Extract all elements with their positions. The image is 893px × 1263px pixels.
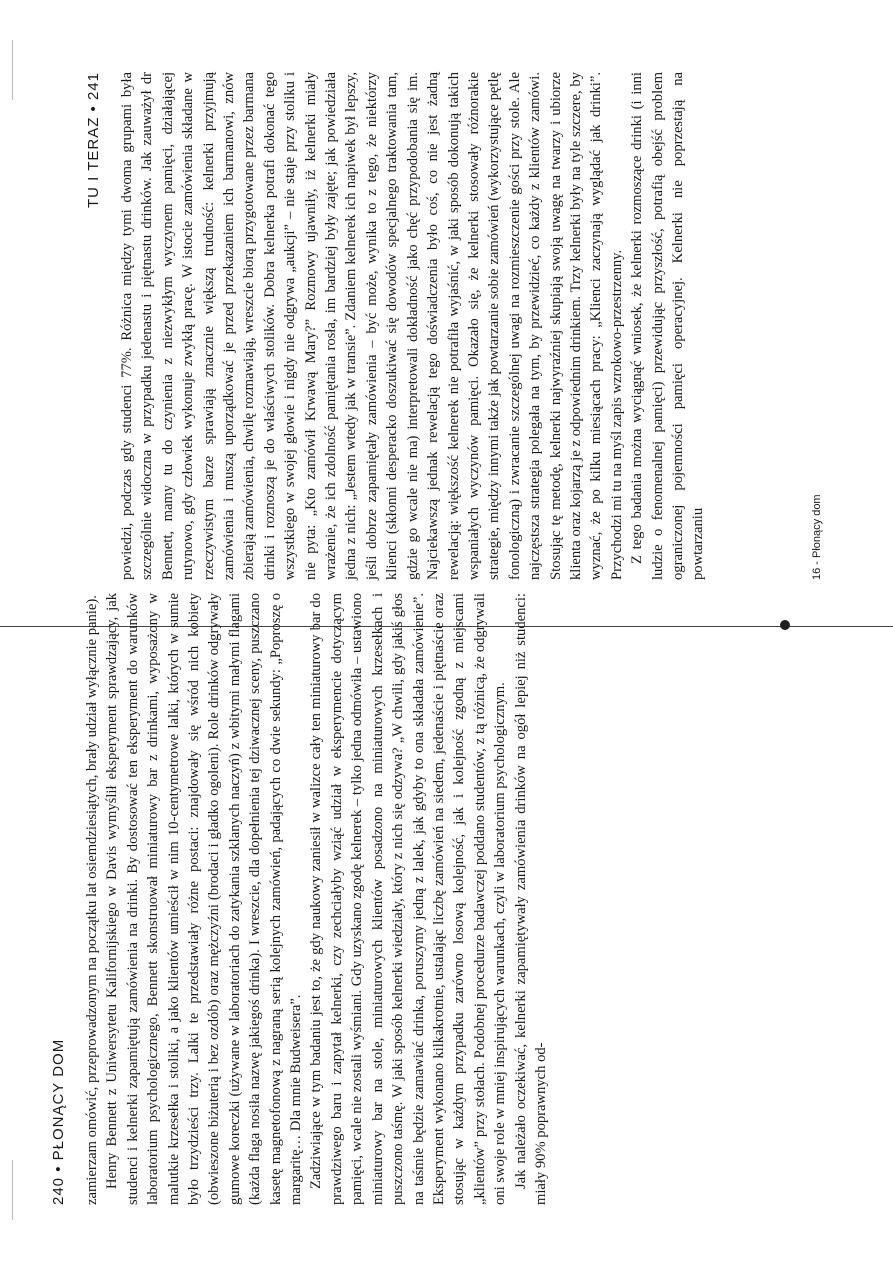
right-page [83, 72, 823, 580]
left-page [48, 593, 790, 1205]
crop-tick [12, 40, 13, 100]
crop-tick [12, 1160, 13, 1220]
right-paragraph-2: Z tego badania można wyciągnąć wniosek, że kelnerki rozmoszące drinki (i inni ludzie o fenomenalnej pamięci) przewidując przyszłość, potrafią obejść problem ograniczonej pojemności pamięci operacyjnej. Kelnerki nie poprzestają na powtarzaniu [629, 72, 707, 580]
left-running-head: 240 • PŁONĄCY DOM [50, 1038, 67, 1205]
right-page-footer: 16 - Płonący dom [811, 494, 823, 580]
right-paragraph-1: powiedzi, podczas gdy studenci 77%. Różnica między tymi dwoma grupami była szczególnie widoczna w przypadku jedenastu i piętnastu drinków. Jak zauważył dr Bennett, mamy tu do czynienia z niezwykłym wyczynem pamięci, działającej rutynowo, gdy człowiek wykonuje zwykłą pracę. W istocie zamówienia składane w rzeczywistym barze sprawiają znacznie większą trudność: kelnerki przyjmują zamówienia i muszą uporządkować je przed przekazaniem ich barmanowi, znów zbierają zamówienia, chwilę rozmawiają, wreszcie biorą przygotowane przez barmana drinki i roznoszą je do właściwych stolików. Dobra kelnerka potrafi dokonać tego wszystkiego w swojej głowie i nigdy nie odgrywa „aukcji” – nie staje przy stoliku i nie pyta: „Kto zamówił Krwawą Mary?” Rozmowy ujawniły, iż kelnerki miały wrażenie, że ich zdolność pamiętania rosła, im bardziej były zajęte; jak powiedziała jedna z nich: „Jestem wtedy jak w transie”. Zdaniem kelnerek ich napiwek był lepszy, jeśli dobrze zapamiętały zamówienia – być może, wynika to z tego, że niektórzy klienci (skłonni desperacko doszukiwać się dowodów specjalnego traktowania tam, gdzie go wcale nie ma) interpretowali dokładność jako chęć przypodobania się im. Najciekawszą jednak rewelacją tego doświadczenia było coś, co nie jest żadną rewelacją: większość kelnerek nie potrafiła wyjaśnić, w jaki sposób dokonują takich wspaniałych wyczynów pamięci. Okazało się, że kelnerki stosowały różnorakie strategie, między innymi także jak powtarzanie sobie zamówień (wykorzystujące pętlę fonologiczną) i zwracanie szczególnej uwagi na rozmieszczenie gości przy stole. Ale najczęstsza strategia polegała na tym, by przewidzieć, co każdy z klientów zamówi. Stosując tę metodę, kelnerki najwyraźniej skupiają swoją uwagę na twarzy i ubiorze klienta oraz kojarzą je z odpowiednim drinkiem. Trzy kelnerki były na tyle szczere, by wyznać, że po kilku miesiącach pracy: „Klienci zaczynają wyglądać jak drinki”. Przychodzi mi tu na myśl zapis wzrokowo-przestrzenny. [119, 72, 625, 580]
left-paragraph-4: Jak należało oczekiwać, kelnerki zapamiętywały zamówienia drinków na ogół lepiej niż studenci: miały 90% poprawnych od- [512, 593, 549, 1205]
left-paragraph-1: zamierzam omówić, przeprowadzonym na początku lat osiemdziesiątych, brały udział wyłącznie panie). [84, 595, 100, 1205]
left-page-body [82, 593, 551, 1205]
left-paragraph-3: Zadziwiające w tym badaniu jest to, że gdy naukowy zaniesił w walizce cały ten miniaturowy bar do prawdziwego baru i zapytał kelnerki, czy zechciałyby wziąć udział w eksperymencie dotyczącym pamięci, wcale nie zostali wyśmiani. Gdy uzyskano zgodę kelnerek – tylko jedna odmówiła – ustawiono miniaturowy bar na stole, miniaturowych klientów posadzono na miniaturowych krzesełkach i puszczono taśmę. W jaki sposób kelnerki wiedziały, który z nich się odzywa? „W chwili, gdy jakiś głos na taśmie będzie zamawiać drinka, poruszymy jedną z lalek, jak gdyby to ona składała zamówienie”. Eksperyment wykonano kilkakrotnie, ustalając liczbę zamówień na siedem, jedenaście i piętnaście oraz stosując w każdym przypadku zarówno losową kolejność, jak i kolejność zgodną z miejscami „klientów” przy stołach. Podobnej procedurze badawczej poddano studentów, z tą różnicą, że odgrywali oni swoje role w mniej inspirujących warunkach, czyli w laboratorium psychologicznym. [308, 593, 509, 1205]
right-running-head: TU I TERAZ • 241 [85, 72, 102, 209]
right-page-body [117, 72, 709, 580]
left-paragraph-2: Henry Bennett z Uniwersytetu Kalifornijskiego w Davis wymyślił eksperyment sprawdzający, jak studenci i kelnerki zapamiętują zamówienia na drinki. By dostosować ten eksperyment do warunków laboratorium psychologicznego, Bennett skonstruował miniaturowy bar z drinkami, wyposażony w malutkie krzesełka i stoliki, a jako klientów umieścił w nim 10-centymetrowe lalki, których w sumie było trzydzieści trzy. Lalki te przedstawiały różne postaci: znajdowały się wśród nich kobiety (obwieszone biżuterią i bez ozdób) oraz mężczyźni (brodaci i gładko ogoleni). Role drinków odgrywały gumowe koreczki (używane w laboratoriach do zatykania szklanych naczyń) z wbitymi małymi flagami (każda flaga nosiła nazwę jakiegoś drinka). I wreszcie, dla dopełnienia tej dziwacznej sceny, puszczano kasetę magnetofonową z nagraną serią kolejnych zamówień, padających co dwie sekundy: „Poproszę o margaritę… Dla mnie Budweisera”. [104, 593, 305, 1205]
